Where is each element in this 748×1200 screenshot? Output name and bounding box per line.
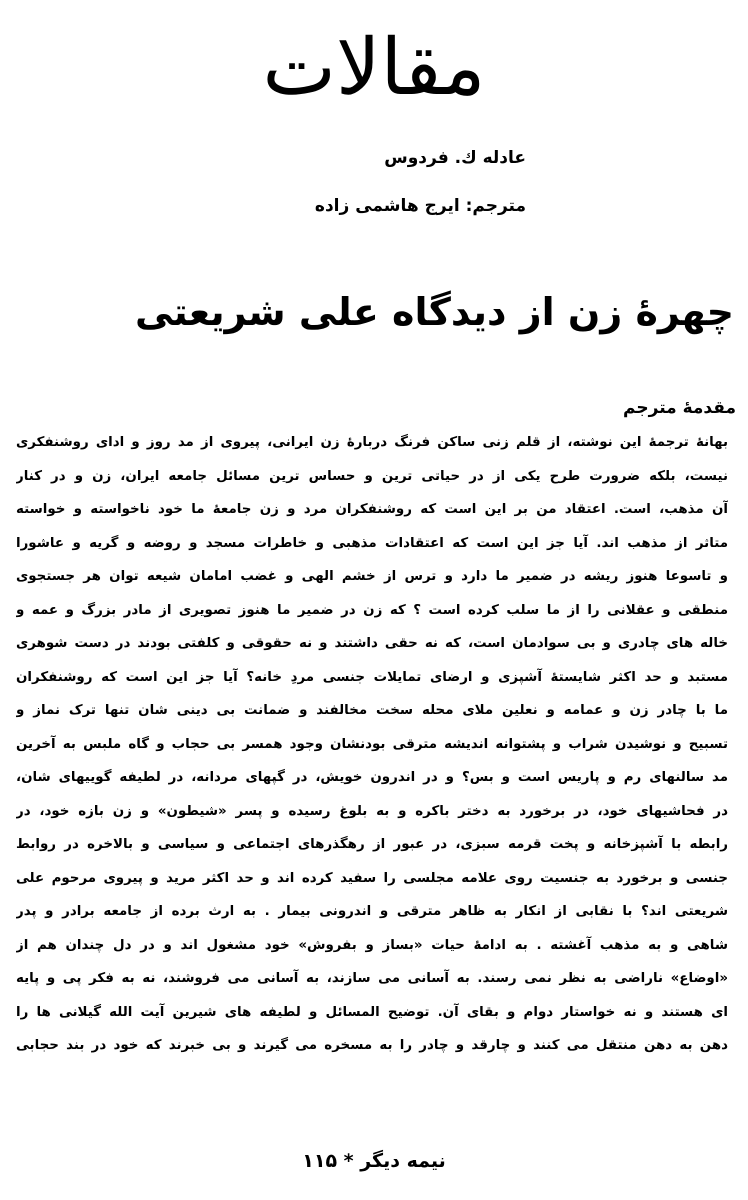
article-headline: چهرهٔ زن از دیدگاه علی شریعتی — [134, 290, 734, 334]
body-line: خاله های چادری و بی سوادمان است، که نه حقی داشتند و نه حقوقی و کلفتی بودند در دست شوهری — [16, 636, 728, 651]
body-line: ما با چادر زن و عمامه و نعلین ملای محله سخت مخالفند و ضمانت بی دینی شان تنها ترک نماز و — [16, 703, 728, 718]
body-line: نیست، بلکه ضرورت طرح یکی از در حیاتی ترین و حساس ترین مسائل جامعه ایران، زن و در کنار — [16, 468, 728, 484]
body-line: مد سالنهای رم و پاریس است و بس؟ و در اندرون خویش، در گپهای مردانه، در لطیفه گوییهای شان، — [16, 770, 728, 785]
body-line: آن مذهب، است. اعتقاد من بر این است که روشنفکران مرد و زن جامعهٔ ما خود ناخواسته و خواسته — [16, 502, 728, 517]
body-line: مستبد و حد اکثر شایستهٔ آشپزی و ارضای تمایلات جنسی مردِ خانه؟ آیا جز این است که روشنفکران — [16, 669, 728, 685]
body-line: جنسی و برخورد به جنسیت روی علامه مجلسی را سفید کرده اند و حد اکثر مرید و پیروی مرحوم علی — [16, 870, 728, 886]
body-line: و تاسوعا هنوز ریشه در ضمیر ما دارد و ترس از خشم الهی و غضب امامان شیعه توان هر جستجوی — [16, 569, 728, 584]
article-body — [16, 426, 728, 1063]
body-line: «اوضاع» ناراضی به نظر نمی رسند. به آسانی می سازند، به آسانی می فروشند، نه به فکر پی و پایه — [16, 971, 728, 986]
body-line: تسبیح و نوشیدن شراب و پشتوانه اندیشه مترقی بودنشان وجود همسر بی حجاب و گاه ملبس به آخرین — [16, 736, 728, 752]
body-line: متاثر از مذهب اند. آیا جز این است که اعتقادات مذهبی و خاطرات مسجد و روضه و گریه و عاشورا — [16, 535, 728, 551]
body-line: ای هستند و نه خواستار دوام و بقای آن. توضیح المسائل و لطیفه های شیرین آیت الله گیلانی ها را — [16, 1004, 728, 1020]
body-line: شاهی و به مذهب آغشته . به ادامهٔ حیات «بساز و بفروش» خود مشغول اند و در دل چندان هم از — [16, 937, 728, 953]
intro-heading: مقدمهٔ مترجم — [623, 398, 736, 418]
translator-name: مترجم: ایرج هاشمی زاده — [314, 196, 526, 216]
body-line: در فحاشیهای خود، در برخورد به دختر باکره و به بلوغ رسیده و پسر «شیطون» و زن بازه خود، در — [16, 803, 728, 819]
page-footer: نیمه دیگر * ۱۱۵ — [302, 1150, 446, 1172]
body-line: منطقی و عقلانی را از ما سلب کرده است ؟ که زن در ضمیر ما هنوز تصویری از مادر بزرگ و عمه و — [16, 602, 728, 618]
section-title: مقالات — [262, 23, 486, 113]
body-line: بهانهٔ ترجمهٔ این نوشته، از قلم زنی ساکن فرنگ دربارهٔ زن ایرانی، پیروی از مد روز و ادای روشنفکری — [16, 435, 728, 450]
author-name: عادله ك. فردوس — [384, 148, 526, 168]
body-line: دهن به دهن منتقل می کنند و چارقد و چادر را به مسخره می گیرند و بی خبرند که خود در بند حجابی — [16, 1038, 728, 1053]
body-line: رابطه با آشپزخانه و پخت قرمه سبزی، در عبور از رهگذرهای اجتماعی و سیاسی و بالاخره در روابط — [16, 837, 728, 852]
body-line: شریعتی اند؟ با نقابی از انکار به ظاهر مترقی و اندرونی بیمار . به ارث برده از جامعه برادر و پدر — [16, 904, 728, 919]
